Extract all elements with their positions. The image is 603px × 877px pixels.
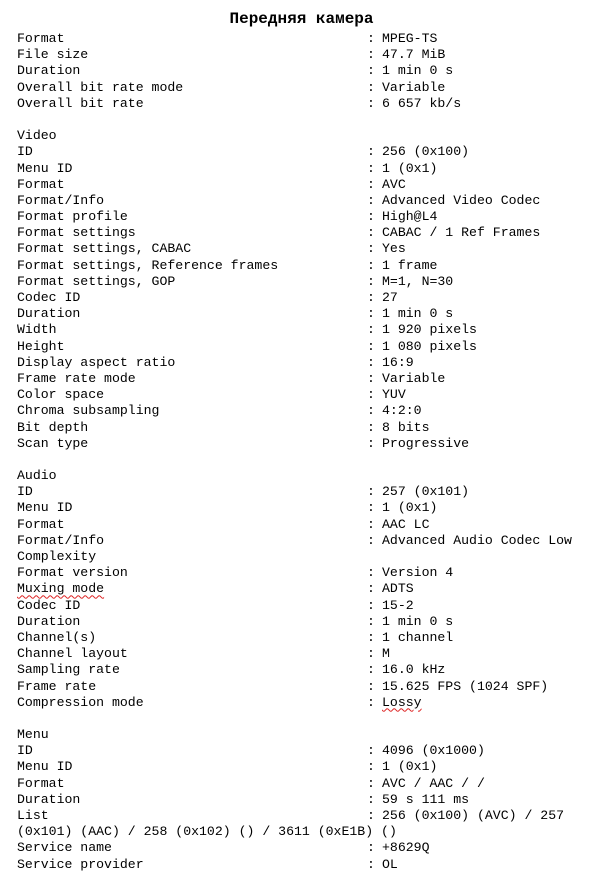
row-value: 1 min 0 s (382, 306, 454, 322)
info-row: Format profile : High@L4 (17, 209, 438, 225)
row-key: Format/Info (17, 532, 105, 548)
info-row: List : 256 (0x100) (AVC) / 257 (17, 808, 565, 823)
info-row: Format : MPEG-TS (17, 31, 438, 46)
row-value: 15-2 (382, 597, 414, 613)
row-value: Progressive (382, 435, 470, 451)
row-value: 27 (382, 290, 398, 305)
info-row: Width : 1 920 pixels (17, 322, 477, 338)
wrapped-line (17, 824, 603, 840)
blank-line (17, 452, 603, 468)
info-row: Format : AVC / AAC / / (17, 775, 485, 791)
row-value: 15.625 FPS (1024 SPF) (382, 678, 549, 694)
info-row: Format/Info : Advanced Video Codec (17, 192, 541, 208)
row-value-continuation: (0x101) (AAC) / 258 (0x102) () / 3611 (0xE1B) () (17, 824, 397, 840)
row-key: Overall bit rate mode (17, 79, 184, 95)
row-key: Service name (17, 840, 112, 856)
row-value: 4:2:0 (382, 403, 422, 419)
row-key: Height (17, 338, 65, 354)
info-row: Format : AAC LC (17, 516, 430, 532)
info-row: Menu ID : 1 (0x1) (17, 160, 438, 176)
info-row: File size : 47.7 MiB (17, 47, 446, 63)
info-row: Duration : 1 min 0 s (17, 63, 454, 79)
row-value: 1 920 pixels (382, 322, 477, 338)
row-value: 16:9 (382, 354, 414, 370)
row-value: 1 frame (382, 257, 438, 273)
row-key: List (17, 808, 49, 823)
row-value: 16.0 kHz (382, 662, 446, 678)
info-row: ID : 4096 (0x1000) (17, 743, 485, 759)
info-row: Format/Info : Advanced Audio Codec Low (17, 532, 572, 548)
row-value: 59 s 111 ms (382, 791, 470, 807)
info-row: Format settings, Reference frames : 1 frame (17, 257, 438, 273)
row-value: 1 080 pixels (382, 338, 477, 354)
general-section (17, 31, 603, 112)
row-key: Codec ID (17, 597, 81, 613)
info-row: Codec ID : 27 (17, 290, 398, 305)
row-key: Format settings, GOP (17, 273, 176, 289)
row-value: 256 (0x100) (AVC) / 257 (382, 808, 565, 823)
row-value: YUV (382, 387, 406, 403)
info-row: Display aspect ratio : 16:9 (17, 354, 414, 370)
row-key: Overall bit rate (17, 95, 144, 111)
info-row: Service name : +8629Q (17, 840, 430, 856)
info-row: Scan type : Progressive (17, 435, 470, 451)
info-row: Format settings : CABAC / 1 Ref Frames (17, 225, 541, 241)
row-key: Channel layout (17, 646, 128, 662)
info-row: Muxing mode : ADTS (17, 581, 414, 597)
row-value: M (382, 646, 390, 662)
row-key: Menu ID (17, 500, 73, 516)
row-key: Frame rate mode (17, 370, 136, 386)
mediainfo-report (17, 31, 603, 873)
info-row: Format settings, GOP : M=1, N=30 (17, 273, 454, 289)
row-key: ID (17, 144, 33, 160)
row-value: AVC (382, 176, 406, 192)
blank-line (17, 711, 603, 727)
row-value: 1 (0x1) (382, 500, 438, 516)
row-value: 8 bits (382, 419, 430, 435)
info-row: Channel layout : M (17, 646, 390, 662)
wrapped-line (17, 549, 603, 565)
row-key: ID (17, 743, 33, 759)
section-heading: Menu (17, 727, 49, 743)
info-row: Format version : Version 4 (17, 565, 454, 581)
row-key: Menu ID (17, 160, 73, 176)
row-key: Chroma subsampling (17, 403, 160, 419)
row-value: Variable (382, 370, 446, 386)
row-value: 1 min 0 s (382, 63, 454, 79)
info-row: ID : 257 (0x101) (17, 484, 470, 500)
info-row: Frame rate mode : Variable (17, 370, 446, 386)
info-row: Service provider : OL (17, 856, 398, 872)
info-row: Format settings, CABAC : Yes (17, 241, 406, 257)
row-value: 256 (0x100) (382, 144, 470, 160)
row-value: Advanced Audio Codec Low (382, 532, 572, 548)
info-row: Duration : 59 s 111 ms (17, 791, 470, 807)
row-key: Format settings, Reference frames (17, 257, 279, 273)
row-value: ADTS (382, 581, 414, 597)
row-key: Format (17, 176, 65, 192)
row-value: Version 4 (382, 565, 454, 581)
row-key: Format settings (17, 225, 136, 241)
row-value: M=1, N=30 (382, 273, 454, 289)
info-row: Overall bit rate : 6 657 kb/s (17, 95, 462, 111)
row-value: AVC / AAC / / (382, 775, 485, 791)
row-value: 1 (0x1) (382, 160, 438, 176)
section-heading: Video (17, 128, 57, 144)
row-value-continuation: Complexity (17, 549, 97, 564)
row-key: Format (17, 31, 65, 46)
row-value: +8629Q (382, 840, 430, 856)
row-key: Format (17, 516, 65, 532)
info-row: Color space : YUV (17, 387, 406, 403)
info-row: Bit depth : 8 bits (17, 419, 430, 435)
row-key: Bit depth (17, 419, 89, 435)
row-key: Duration (17, 613, 81, 629)
row-value: MPEG-TS (382, 31, 438, 46)
info-row: Sampling rate : 16.0 kHz (17, 662, 446, 678)
row-key: Format version (17, 565, 128, 581)
row-key: ID (17, 484, 33, 500)
row-key: Scan type (17, 435, 89, 451)
row-value: 6 657 kb/s (382, 95, 462, 111)
info-row: Chroma subsampling : 4:2:0 (17, 403, 422, 419)
row-value: 1 (0x1) (382, 759, 438, 775)
row-key: Muxing mode (17, 581, 105, 597)
row-value: 1 channel (382, 629, 454, 645)
row-value: AAC LC (382, 516, 430, 532)
row-value: 1 min 0 s (382, 613, 454, 629)
document-title: Передняя камера (229, 10, 374, 28)
row-key: Codec ID (17, 290, 81, 305)
info-row: Format : AVC (17, 176, 406, 192)
row-key: Compression mode (17, 694, 144, 710)
row-value: Yes (382, 241, 406, 257)
row-value: High@L4 (382, 209, 438, 225)
row-value: OL (382, 856, 398, 872)
row-key: Color space (17, 387, 105, 403)
row-key: Width (17, 322, 57, 338)
row-key: Format/Info (17, 192, 105, 208)
info-row: Menu ID : 1 (0x1) (17, 500, 438, 516)
blank-line (17, 112, 603, 128)
row-key: Channel(s) (17, 629, 97, 645)
row-value: Advanced Video Codec (382, 192, 541, 208)
info-row: Height : 1 080 pixels (17, 338, 477, 354)
menu-section (17, 727, 603, 873)
row-value: 257 (0x101) (382, 484, 470, 500)
info-row: Duration : 1 min 0 s (17, 306, 454, 322)
info-row: Overall bit rate mode : Variable (17, 79, 446, 95)
info-row: Frame rate : 15.625 FPS (1024 SPF) (17, 678, 549, 694)
row-key: Frame rate (17, 678, 97, 694)
info-row: Codec ID : 15-2 (17, 597, 414, 613)
audio-section (17, 468, 603, 711)
row-key: Format profile (17, 209, 128, 225)
row-key: File size (17, 47, 89, 63)
row-key: Duration (17, 791, 81, 807)
row-key: Format (17, 775, 65, 791)
row-value: Lossy (382, 694, 422, 710)
row-key: Menu ID (17, 759, 73, 775)
info-row: Menu ID : 1 (0x1) (17, 759, 438, 775)
row-key: Sampling rate (17, 662, 120, 678)
row-key: Format settings, CABAC (17, 241, 192, 257)
row-value: 4096 (0x1000) (382, 743, 485, 759)
row-value: Variable (382, 79, 446, 95)
info-row: Compression mode : Lossy (17, 694, 422, 710)
row-key: Duration (17, 63, 81, 79)
row-key: Display aspect ratio (17, 354, 176, 370)
info-row: Duration : 1 min 0 s (17, 613, 454, 629)
row-key: Duration (17, 306, 81, 322)
info-row: Channel(s) : 1 channel (17, 629, 454, 645)
row-value: 47.7 MiB (382, 47, 446, 63)
section-heading: Audio (17, 468, 57, 484)
info-row: ID : 256 (0x100) (17, 144, 470, 160)
row-value: CABAC / 1 Ref Frames (382, 225, 541, 241)
row-key: Service provider (17, 856, 144, 872)
video-section (17, 128, 603, 452)
